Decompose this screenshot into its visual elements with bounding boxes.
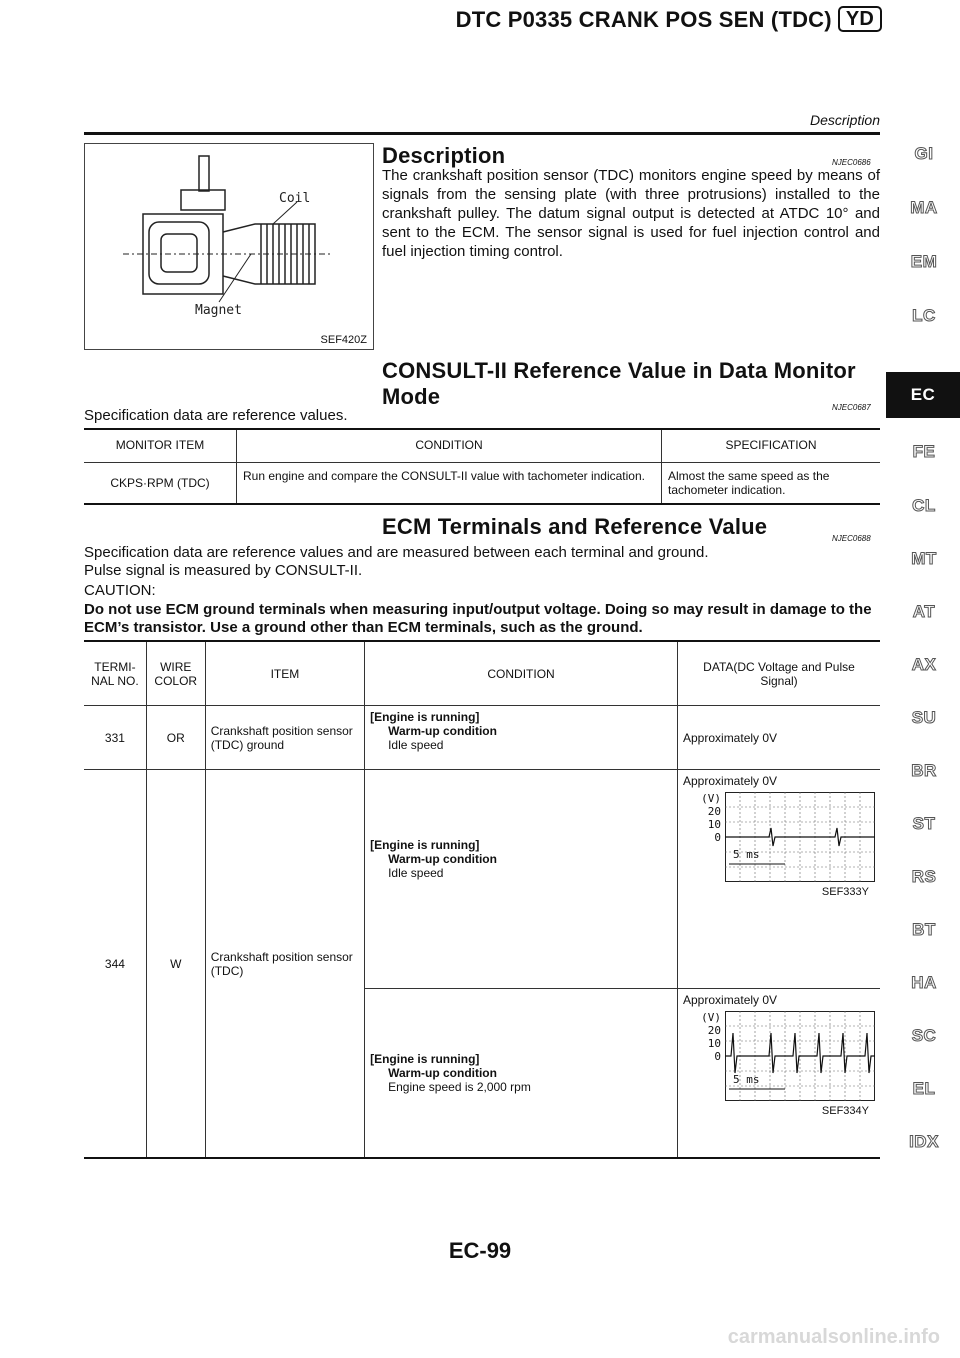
consult-heading <box>382 358 856 410</box>
consult-table <box>84 428 880 505</box>
scope-tick: 0 <box>714 1050 721 1063</box>
tab-fe[interactable]: FE <box>912 442 936 461</box>
col-monitor-item: MONITOR ITEM <box>84 429 237 463</box>
consult-ref: NJEC0687 <box>832 403 871 412</box>
consult-note: Specification data are reference values. <box>84 407 348 424</box>
condition-sub: Warm-up condition <box>388 852 497 866</box>
tab-st[interactable]: ST <box>912 814 936 833</box>
condition-sub: Warm-up condition <box>388 1066 497 1080</box>
description-text: The crankshaft position sensor (TDC) monitors engine speed by means of signals from the sensing plate (with three protrusions) installed to the crankshaft pulley. The datum signal output is detected at ATDC 10° and sent to the ECM. The sensor signal is used for fuel injection control and fuel injection timing control. <box>382 167 880 260</box>
cell-item: Crankshaft position sensor (TDC) ground <box>205 706 364 770</box>
cell-condition <box>365 706 678 770</box>
page-title <box>300 6 882 33</box>
tab-cl[interactable]: CL <box>912 496 936 515</box>
magnet-label: Magnet <box>195 303 242 318</box>
tab-lc[interactable]: LC <box>912 306 936 325</box>
data-value: Approximately 0V <box>683 774 778 788</box>
cell-item: CKPS·RPM (TDC) <box>110 476 210 490</box>
caution-label: CAUTION: <box>84 582 156 599</box>
ecm-note2: Pulse signal is measured by CONSULT-II. <box>84 562 363 579</box>
crank-sensor-illustration <box>85 144 373 349</box>
scope-tick: 10 <box>707 1037 721 1050</box>
consult-heading-line1: CONSULT-II Reference Value in Data Monitor <box>382 358 856 383</box>
tab-em[interactable]: EM <box>910 252 938 271</box>
tab-el[interactable]: EL <box>912 1079 936 1098</box>
ecm-ref: NJEC0688 <box>832 534 871 543</box>
scope-code: SEF333Y <box>821 886 869 898</box>
page-number: EC-99 <box>448 1238 512 1263</box>
table-row <box>84 706 880 770</box>
scope-time: 5 ms <box>733 1073 760 1086</box>
scope-code: SEF334Y <box>821 1105 869 1117</box>
sensor-figure <box>84 143 374 350</box>
tab-idx[interactable]: IDX <box>909 1132 939 1151</box>
scope-unit: (V) <box>701 792 721 805</box>
condition-sub: Warm-up condition <box>388 724 497 738</box>
cell-data <box>678 989 881 1159</box>
cell-data <box>678 770 881 989</box>
oscilloscope-2 <box>683 1011 875 1101</box>
scope-tick: 0 <box>714 831 721 844</box>
tab-sc[interactable]: SC <box>911 1026 937 1045</box>
col-condition: CONDITION <box>365 641 678 706</box>
ecm-heading: ECM Terminals and Reference Value <box>382 514 768 539</box>
col-item: ITEM <box>205 641 364 706</box>
figure-code: SEF420Z <box>320 334 367 346</box>
cell-condition: Run engine and compare the CONSULT-II value with tachometer indication. <box>237 463 662 505</box>
col-terminal: TERMI-NAL NO. <box>84 641 146 706</box>
title-badge: YD <box>838 6 882 32</box>
tab-ma[interactable]: MA <box>910 198 938 217</box>
tab-su[interactable]: SU <box>911 708 937 727</box>
tab-br[interactable]: BR <box>911 761 937 780</box>
tab-rs[interactable]: RS <box>911 867 937 886</box>
scope-unit: (V) <box>701 1011 721 1024</box>
waveform-idle <box>725 792 875 882</box>
tab-bt[interactable]: BT <box>912 920 936 939</box>
condition-title: [Engine is running] <box>370 710 480 724</box>
condition-detail: Idle speed <box>388 866 444 880</box>
tab-ha[interactable]: HA <box>911 973 937 992</box>
scope-tick: 10 <box>707 818 721 831</box>
data-value: Approximately 0V <box>683 993 778 1007</box>
cell-wire: W <box>146 770 205 1159</box>
col-wire-color: WIRE COLOR <box>146 641 205 706</box>
consult-heading-line2: Mode <box>382 384 441 409</box>
description-ref: NJEC0686 <box>832 158 871 167</box>
tab-ax[interactable]: AX <box>911 655 937 674</box>
page-subtitle: Description <box>809 112 880 128</box>
cell-data: Approximately 0V <box>678 706 881 770</box>
scope-tick: 20 <box>707 805 721 818</box>
table-row <box>84 463 880 505</box>
scope-tick: 20 <box>707 1024 721 1037</box>
condition-detail: Engine speed is 2,000 rpm <box>388 1080 531 1094</box>
scope-time: 5 ms <box>733 848 760 861</box>
cell-terminal: 331 <box>84 706 146 770</box>
tab-mt[interactable]: MT <box>911 549 937 568</box>
cell-terminal: 344 <box>84 770 146 1159</box>
ecm-table <box>84 640 880 1159</box>
col-data: DATA(DC Voltage and Pulse Signal) <box>678 641 881 706</box>
waveform-2000rpm <box>725 1011 875 1101</box>
coil-label: Coil <box>279 191 311 206</box>
tab-ec[interactable]: EC <box>886 372 960 418</box>
cell-wire: OR <box>146 706 205 770</box>
cell-condition <box>365 989 678 1159</box>
caution-text: Do not use ECM ground terminals when measuring input/output voltage. Doing so may result in damage to the ECM’s transistor. Use a ground other than ECM terminals, such as the ground. <box>84 601 872 636</box>
condition-title: [Engine is running] <box>370 838 480 852</box>
watermark: carmanualsonline.info <box>727 1326 940 1348</box>
description-heading: Description <box>382 143 506 168</box>
col-specification: SPECIFICATION <box>662 429 881 463</box>
condition-detail: Idle speed <box>388 738 444 752</box>
cell-item: Crankshaft position sensor (TDC) <box>205 770 364 1159</box>
table-row <box>84 770 880 989</box>
col-condition: CONDITION <box>237 429 662 463</box>
header-rule <box>84 132 880 135</box>
cell-spec: Almost the same speed as the tachometer indication. <box>662 463 881 505</box>
condition-title: [Engine is running] <box>370 1052 480 1066</box>
page-title-text: DTC P0335 CRANK POS SEN (TDC) <box>455 7 832 32</box>
cell-condition <box>365 770 678 989</box>
ecm-note1: Specification data are reference values and are measured between each terminal and ground. <box>84 544 709 561</box>
oscilloscope-1 <box>683 792 875 882</box>
tab-at[interactable]: AT <box>912 602 936 621</box>
tab-gi[interactable]: GI <box>914 144 934 163</box>
